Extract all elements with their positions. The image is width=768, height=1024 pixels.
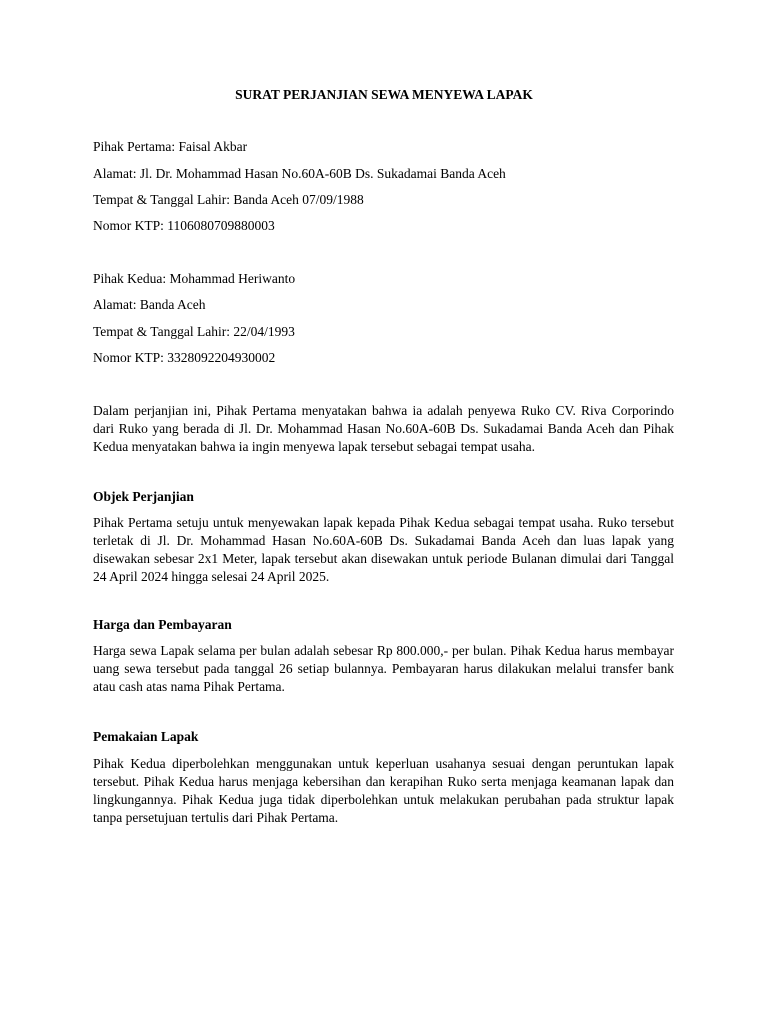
pihak-pertama-birth: Tempat & Tanggal Lahir: Banda Aceh 07/09/1988 [93, 192, 364, 207]
pihak-kedua-ktp: Nomor KTP: 3328092204930002 [93, 350, 276, 365]
section-body-pemakaian: Pihak Kedua diperbolehkan menggunakan untuk keperluan usahanya sesuai dengan peruntukan lapak tersebut. Pihak Kedua harus menjaga kebersihan dan kerapihan Ruko serta menjaga keamanan lapak dan lingkungannya. Pihak Kedua juga tidak diperbolehkan untuk melakukan perubahan pada struktur lapak tanpa persetujuan tertulis dari Pihak Pertama. [93, 756, 674, 825]
pihak-kedua-address: Alamat: Banda Aceh [93, 297, 206, 312]
section-body-objek: Pihak Pertama setuju untuk menyewakan lapak kepada Pihak Kedua sebagai tempat usaha. Ruko tersebut terletak di Jl. Dr. Mohammad Hasan No.60A-60B Ds. Sukadamai Banda Aceh dan luas lapak yang disewakan sebesar 2x1 Meter, lapak tersebut akan disewakan untuk periode Bulanan dimulai dari Tanggal 24 April 2024 hingga selesai 24 April 2025. [93, 515, 674, 584]
pihak-pertama-name: Pihak Pertama: Faisal Akbar [93, 139, 248, 154]
intro-paragraph: Dalam perjanjian ini, Pihak Pertama menyatakan bahwa ia adalah penyewa Ruko CV. Riva Corporindo dari Ruko yang berada di Jl. Dr. Mohammad Hasan No.60A-60B Ds. Sukadamai Banda Aceh dan Pihak Kedua menyatakan bahwa ia ingin menyewa lapak tersebut sebagai tempat usaha. [93, 403, 674, 454]
pihak-pertama-address: Alamat: Jl. Dr. Mohammad Hasan No.60A-60B Ds. Sukadamai Banda Aceh [93, 166, 506, 181]
section-heading-pemakaian: Pemakaian Lapak [93, 729, 199, 744]
pihak-kedua-name: Pihak Kedua: Mohammad Heriwanto [93, 271, 296, 286]
section-heading-objek: Objek Perjanjian [93, 489, 194, 504]
pihak-kedua-birth: Tempat & Tanggal Lahir: 22/04/1993 [93, 324, 295, 339]
pihak-pertama-ktp: Nomor KTP: 1106080709880003 [93, 218, 275, 233]
section-body-harga: Harga sewa Lapak selama per bulan adalah sebesar Rp 800.000,- per bulan. Pihak Kedua harus membayar uang sewa tersebut pada tanggal 26 setiap bulannya. Pembayaran harus dilakukan melalui transfer bank atau cash atas nama Pihak Pertama. [93, 643, 674, 694]
document-title: SURAT PERJANJIAN SEWA MENYEWA LAPAK [235, 87, 533, 102]
section-heading-harga: Harga dan Pembayaran [93, 617, 232, 632]
